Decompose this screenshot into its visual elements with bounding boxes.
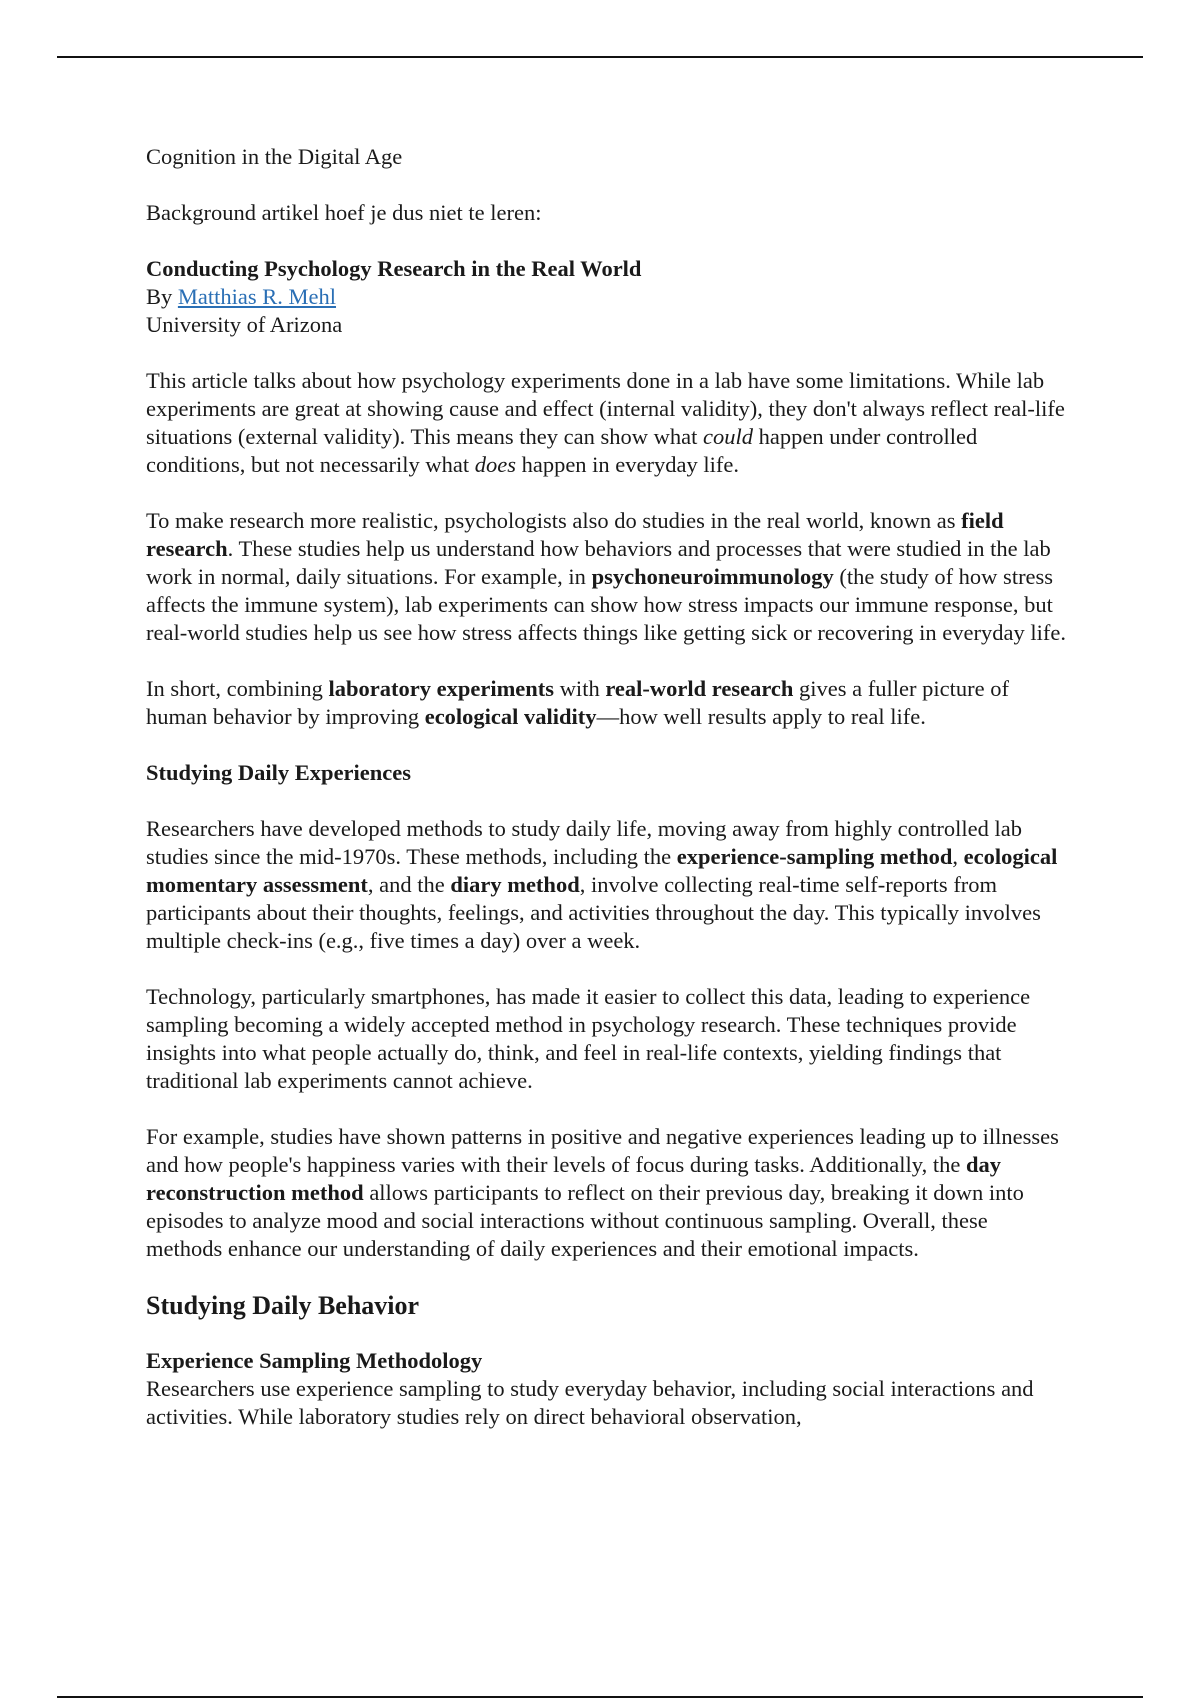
paragraph-field-research	[146, 507, 1066, 647]
term-ema: ecological momentary assessment	[146, 844, 1058, 897]
emphasis-does: does	[474, 452, 516, 477]
course-title: Cognition in the Digital Age	[146, 144, 403, 169]
term-experience-sampling: experience-sampling method	[676, 844, 953, 869]
text-run: happen in everyday life.	[515, 452, 739, 477]
term-laboratory-experiments: laboratory experiments	[328, 676, 555, 701]
paragraph-summary	[146, 675, 1066, 731]
term-diary-method: diary method	[450, 872, 580, 897]
paragraph-esm: Researchers use experience sampling to study everyday behavior, including social interactions and activities. While laboratory studies rely on direct behavioral observation,	[146, 1376, 1034, 1429]
paragraph-technology: Technology, particularly smartphones, has made it easier to collect this data, leading to experience sampling becoming a widely accepted method in psychology research. These techniques provide insights into what people actually do, think, and feel in real-life contexts, yielding findings that traditional lab experiments cannot achieve.	[146, 984, 1031, 1093]
term-real-world-research: real-world research	[605, 676, 794, 701]
heading-daily-behavior: Studying Daily Behavior	[146, 1291, 420, 1320]
text-run: In short, combining	[146, 676, 329, 701]
top-rule	[57, 56, 1143, 58]
term-ecological-validity: ecological validity	[424, 704, 597, 729]
text-run: For example, studies have shown patterns in positive and negative experiences leading up to illnesses and how people's happiness varies with their levels of focus during tasks. Additionally, the	[146, 1124, 1059, 1177]
text-run: happen under controlled conditions, but not necessarily what	[146, 424, 978, 477]
emphasis-could: could	[702, 424, 753, 449]
paragraph-methods	[146, 815, 1066, 955]
heading-daily-experiences: Studying Daily Experiences	[146, 760, 412, 785]
text-run: gives a fuller picture of human behavior by improving	[146, 676, 1009, 729]
paragraph-limitations	[146, 367, 1066, 479]
text-run: —how well results apply to real life.	[596, 704, 926, 729]
article-header	[146, 255, 1066, 339]
text-run: (the study of how stress affects the immune system), lab experiments can show how stress impacts our immune response, but real-world studies help us see how stress affects things like getting sick or recovering in everyday life.	[146, 564, 1066, 645]
text-run: allows participants to reflect on their previous day, breaking it down into episodes to analyze mood and social interactions without continuous sampling. Overall, these methods enhance our understanding of daily experiences and their emotional impacts.	[146, 1180, 1024, 1261]
article-title: Conducting Psychology Research in the Real World	[146, 256, 642, 281]
term-day-reconstruction: day reconstruction method	[146, 1152, 1001, 1205]
subheading-esm: Experience Sampling Methodology	[146, 1348, 483, 1373]
text-run: This article talks about how psychology experiments done in a lab have some limitations. While lab experiments are great at showing cause and effect (internal validity), they don't always reflect real-life situations (external validity). This means they can show what	[146, 368, 1065, 449]
paragraph-examples	[146, 1123, 1066, 1263]
text-run: . These studies help us understand how behaviors and processes that were studied in the lab work in normal, daily situations. For example, in	[146, 536, 1051, 589]
text-run: Researchers have developed methods to study daily life, moving away from highly controlled lab studies since the mid-1970s. These methods, including the	[146, 816, 1023, 869]
text-run: ,	[952, 844, 964, 869]
term-field-research: field research	[146, 508, 1004, 561]
affiliation: University of Arizona	[146, 312, 343, 337]
text-run: To make research more realistic, psychologists also do studies in the real world, known as	[146, 508, 962, 533]
document-body	[146, 143, 1066, 1459]
term-psychoneuroimmunology: psychoneuroimmunology	[591, 564, 834, 589]
text-run: , involve collecting real-time self-reports from participants about their thoughts, feelings, and activities throughout the day. This typically involves multiple check-ins (e.g., five times a day) over a week.	[146, 872, 1041, 953]
author-link[interactable]: Matthias R. Mehl	[177, 284, 337, 309]
bottom-rule	[57, 1696, 1143, 1698]
byline-prefix: By	[146, 284, 178, 309]
text-run: with	[554, 676, 606, 701]
text-run: , and the	[367, 872, 451, 897]
note-line: Background artikel hoef je dus niet te leren:	[146, 200, 542, 225]
byline	[146, 283, 1066, 311]
